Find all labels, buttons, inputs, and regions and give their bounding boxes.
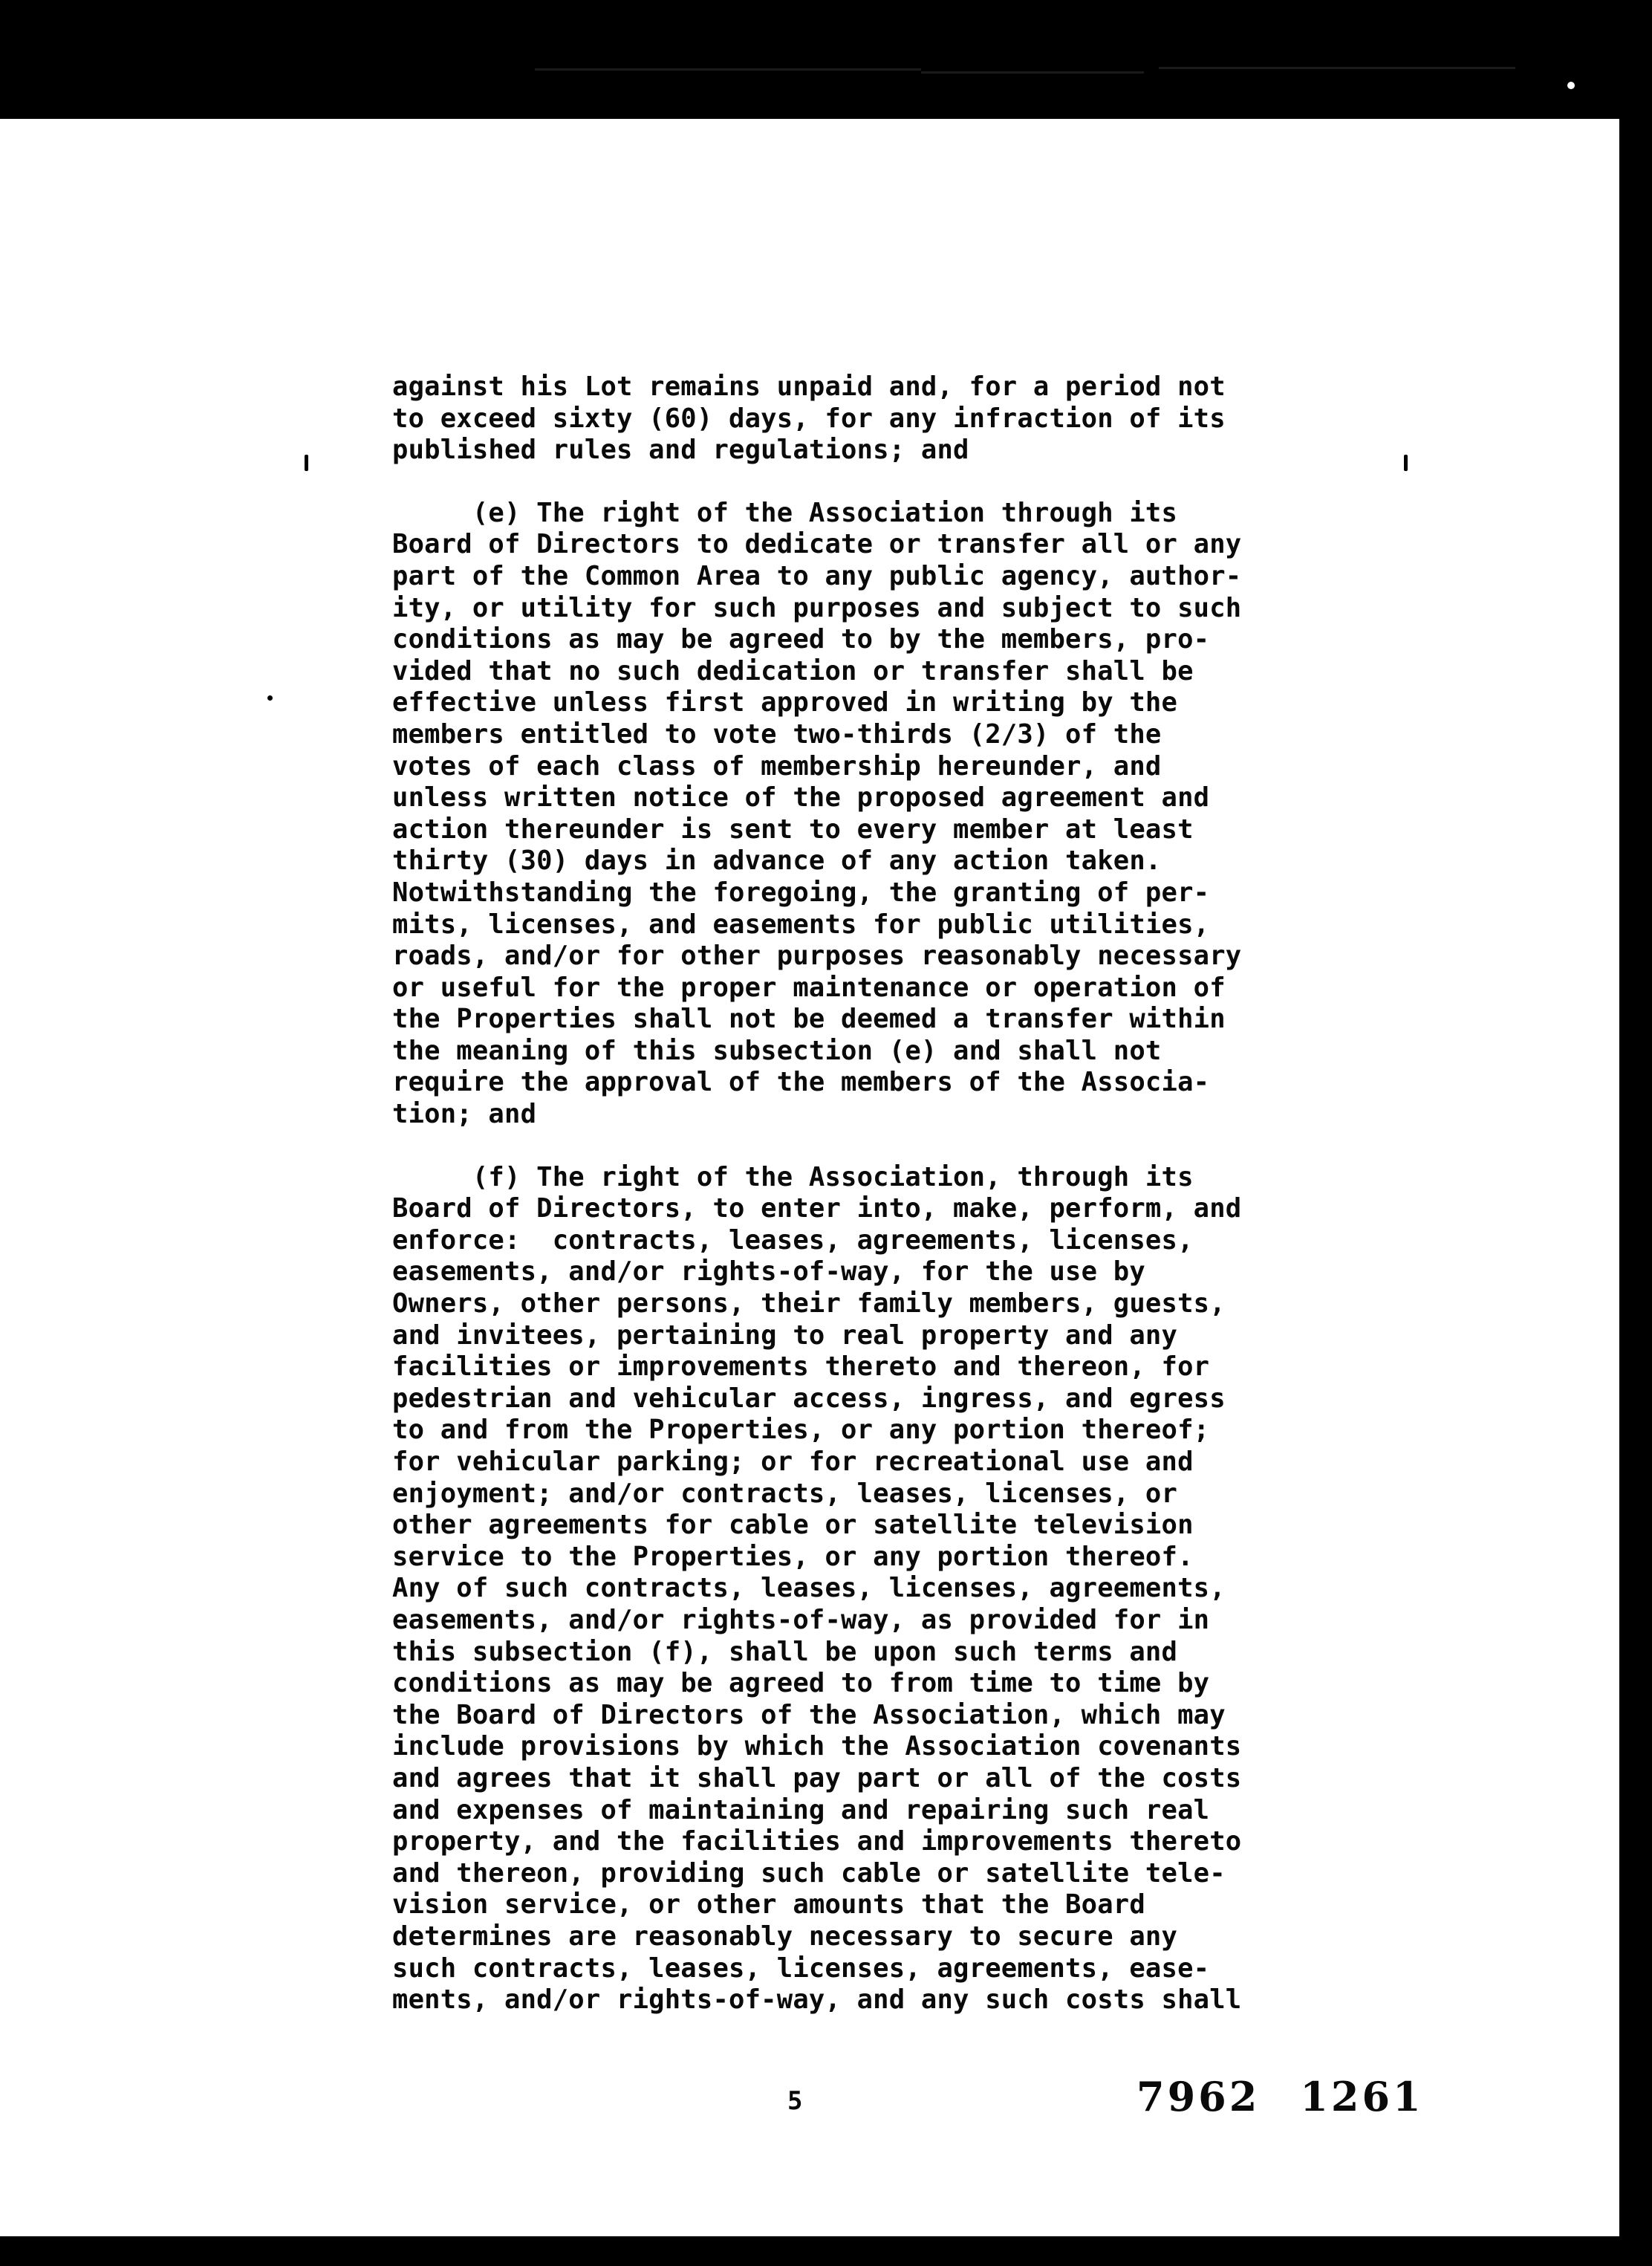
paragraph-continuation xyxy=(392,371,1417,467)
document-body xyxy=(392,371,1417,2016)
text-line: votes of each class of membership hereunder, and xyxy=(392,750,1162,782)
text-line: and invitees, pertaining to real property and any xyxy=(392,1319,1178,1351)
text-line: part of the Common Area to any public agency, author- xyxy=(392,560,1242,591)
scan-speck xyxy=(1567,82,1575,89)
text-line: ity, or utility for such purposes and subject to such xyxy=(392,592,1242,623)
text-line: published rules and regulations; and xyxy=(392,435,969,466)
scan-speck xyxy=(267,695,273,701)
scan-top-border xyxy=(0,0,1652,119)
text-line: (e) The right of the Association through its xyxy=(392,497,1178,528)
text-line: to and from the Properties, or any portion thereof; xyxy=(392,1415,1210,1446)
text-line: Owners, other persons, their family members, guests, xyxy=(392,1288,1226,1319)
text-line: facilities or improvements thereto and thereon, for xyxy=(392,1351,1210,1383)
text-line: the Board of Directors of the Association, which may xyxy=(392,1699,1226,1730)
scan-artifact-line xyxy=(1159,67,1515,69)
text-line: Notwithstanding the foregoing, the granting of per- xyxy=(392,877,1210,908)
scan-artifact-line xyxy=(535,68,921,71)
text-line: enforce: contracts, leases, agreements, licenses, xyxy=(392,1224,1194,1256)
text-line: and thereon, providing such cable or satellite tele- xyxy=(392,1857,1226,1889)
text-line: for vehicular parking; or for recreational use and xyxy=(392,1447,1194,1477)
text-line: determines are reasonably necessary to secure any xyxy=(392,1921,1178,1952)
text-line: Any of such contracts, leases, licenses, agreements, xyxy=(392,1573,1226,1604)
text-line: this subsection (f), shall be upon such terms and xyxy=(392,1636,1178,1667)
text-line: enjoyment; and/or contracts, leases, licenses, or xyxy=(392,1478,1178,1509)
text-line: members entitled to vote two-thirds (2/3) of the xyxy=(392,718,1162,750)
text-line: such contracts, leases, licenses, agreements, ease- xyxy=(392,1952,1210,1984)
paragraph-subsection-f xyxy=(392,1162,1417,2016)
text-line: roads, and/or for other purposes reasonably necessary xyxy=(392,941,1242,972)
text-line: and agrees that it shall pay part or all of the costs xyxy=(392,1762,1242,1793)
text-line: vision service, or other amounts that the Board xyxy=(392,1889,1145,1921)
text-line: action thereunder is sent to every member at least xyxy=(392,814,1194,845)
text-line: thirty (30) days in advance of any action taken. xyxy=(392,845,1162,877)
text-line: easements, and/or rights-of-way, for the use by xyxy=(392,1256,1145,1288)
text-line: tion; and xyxy=(392,1099,537,1130)
scan-artifact-line xyxy=(921,71,1144,74)
text-line: Board of Directors to dedicate or transfer all or any xyxy=(392,529,1242,560)
text-line: or useful for the proper maintenance or operation of xyxy=(392,972,1226,1003)
text-line: against his Lot remains unpaid and, for a period not xyxy=(392,371,1226,402)
text-line: property, and the facilities and improvements thereto xyxy=(392,1826,1242,1857)
text-line: Board of Directors, to enter into, make, perform, and xyxy=(392,1193,1242,1224)
text-line: mits, licenses, and easements for public utilities, xyxy=(392,909,1210,940)
text-line: other agreements for cable or satellite television xyxy=(392,1510,1194,1541)
text-line: the Properties shall not be deemed a transfer within xyxy=(392,1004,1226,1035)
page-number: 5 xyxy=(787,2086,803,2116)
document-code-left: 7962 xyxy=(1136,2073,1261,2120)
text-line: unless written notice of the proposed agreement and xyxy=(392,782,1210,814)
text-line: to exceed sixty (60) days, for any infraction of its xyxy=(392,403,1226,434)
text-line: conditions as may be agreed to from time to time by xyxy=(392,1668,1210,1699)
text-line: include provisions by which the Association covenants xyxy=(392,1731,1242,1762)
scan-speck xyxy=(305,455,308,471)
text-line: and expenses of maintaining and repairing such real xyxy=(392,1794,1210,1825)
text-line: effective unless first approved in writing by the xyxy=(392,687,1178,718)
text-line: the meaning of this subsection (e) and shall not xyxy=(392,1035,1162,1066)
paragraph-subsection-e xyxy=(392,498,1417,1131)
text-line: pedestrian and vehicular access, ingress, and egress xyxy=(392,1383,1226,1414)
document-code xyxy=(1136,2073,1424,2120)
text-line: conditions as may be agreed to by the members, pro- xyxy=(392,624,1210,655)
document-code-right: 1261 xyxy=(1300,2073,1424,2120)
text-line: require the approval of the members of the Associa- xyxy=(392,1067,1210,1098)
text-line: vided that no such dedication or transfer shall be xyxy=(392,655,1194,686)
text-line: (f) The right of the Association, through its xyxy=(392,1161,1194,1192)
text-line: easements, and/or rights-of-way, as provided for in xyxy=(392,1604,1210,1635)
text-line: ments, and/or rights-of-way, and any such costs shall xyxy=(392,1984,1242,2016)
text-line: service to the Properties, or any portion thereof. xyxy=(392,1541,1194,1572)
